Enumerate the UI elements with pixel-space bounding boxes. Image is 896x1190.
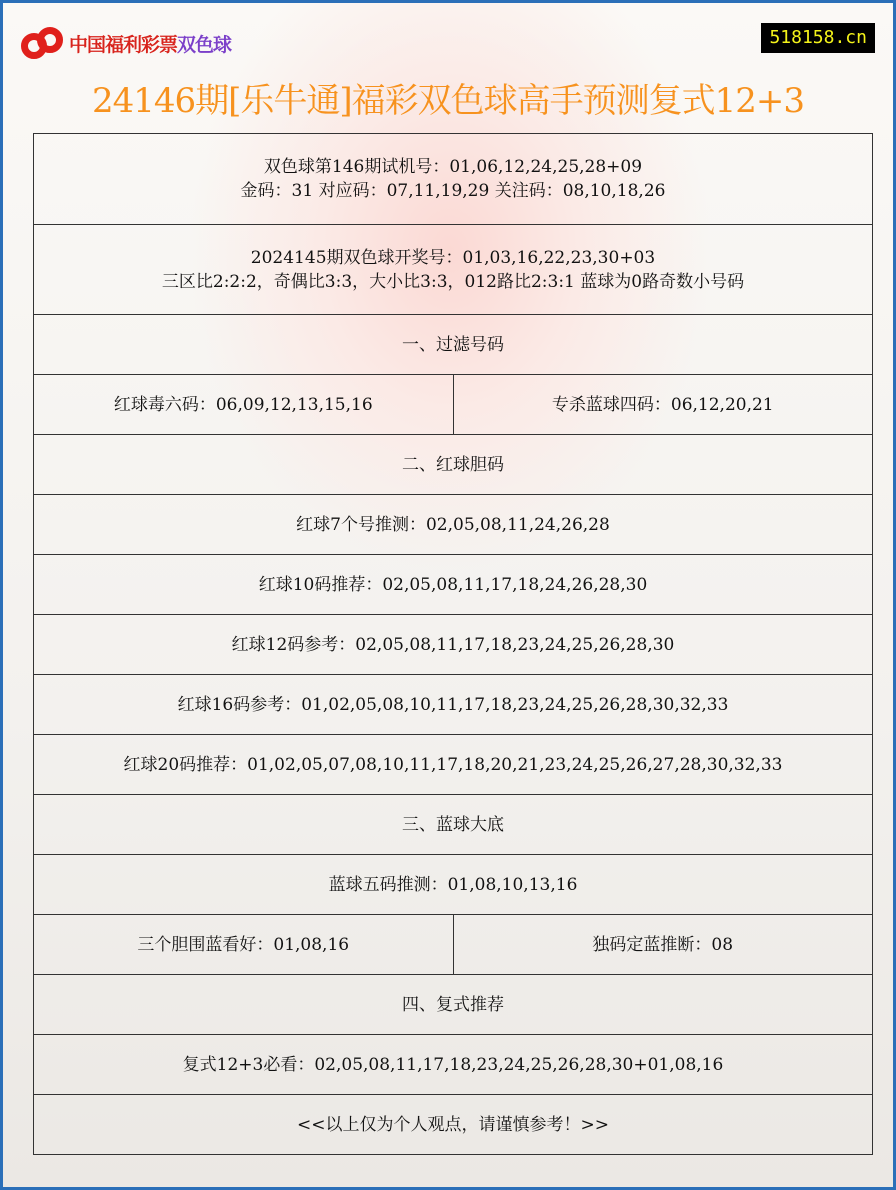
table-cell: 专杀蓝球四码：06,12,20,21 [453,375,873,434]
page-title: 24146期[乐牛通]福彩双色球高手预测复式12+3 [91,81,805,121]
site-badge: 518158.cn [761,23,875,53]
table-row [34,554,872,614]
table-row [34,614,872,674]
table-row [34,374,872,434]
draw-analysis-line: 三区比2:2:2，奇偶比3:3，大小比3:3，012路比2:3:1 蓝球为0路奇数小号码 [161,271,745,292]
table-row [34,1034,872,1094]
table-cell: 红球10码推荐：02,05,08,11,17,18,24,26,28,30 [258,574,648,595]
table-cell: 蓝球五码推测：01,08,10,13,16 [328,874,578,895]
logo [21,23,231,63]
table-cell: 三个胆围蓝看好：01,08,16 [137,934,350,955]
table-row [34,794,872,854]
table-cell: 独码定蓝推断：08 [453,915,873,974]
logo-brand: 双色球 [177,33,232,56]
table-row [34,674,872,734]
table-row [34,434,872,494]
table-cell: 红球12码参考：02,05,08,11,17,18,23,24,25,26,28,30 [231,634,675,655]
logo-text: 中国福利彩票 [69,33,178,56]
section-heading: 三、蓝球大底 [402,814,504,835]
disclaimer: <<以上仅为个人观点，请谨慎参考！>> [297,1114,609,1135]
section-heading: 一、过滤号码 [402,334,504,355]
prediction-table [33,133,873,1155]
table-row [34,1094,872,1154]
cwl-logo-icon [21,23,65,63]
table-row [34,734,872,794]
section-heading: 四、复式推荐 [402,994,504,1015]
table-row [34,974,872,1034]
table-cell: 红球7个号推测：02,05,08,11,24,26,28 [296,514,610,535]
table-row [34,854,872,914]
table-cell: 复式12+3必看：02,05,08,11,17,18,23,24,25,26,28,30+01,08,16 [182,1054,724,1075]
gold-code-line: 金码：31 对应码：07,11,19,29 关注码：08,10,18,26 [240,181,666,201]
draw-result-line: 2024145期双色球开奖号：01,03,16,22,23,30+03 [250,247,656,268]
table-row [34,914,872,974]
table-row [34,314,872,374]
table-row [34,224,872,314]
table-cell: 红球16码参考：01,02,05,08,10,11,17,18,23,24,25,26,28,30,32,33 [177,694,729,715]
section-heading: 二、红球胆码 [402,454,504,475]
table-cell: 红球毒六码：06,09,12,13,15,16 [113,394,373,415]
table-row [34,134,872,224]
table-row [34,494,872,554]
table-cell: 红球20码推荐：01,02,05,07,08,10,11,17,18,20,21,23,24,25,26,27,28,30,32,33 [123,754,783,775]
test-number-line: 双色球第146期试机号：01,06,12,24,25,28+09 [263,157,643,177]
